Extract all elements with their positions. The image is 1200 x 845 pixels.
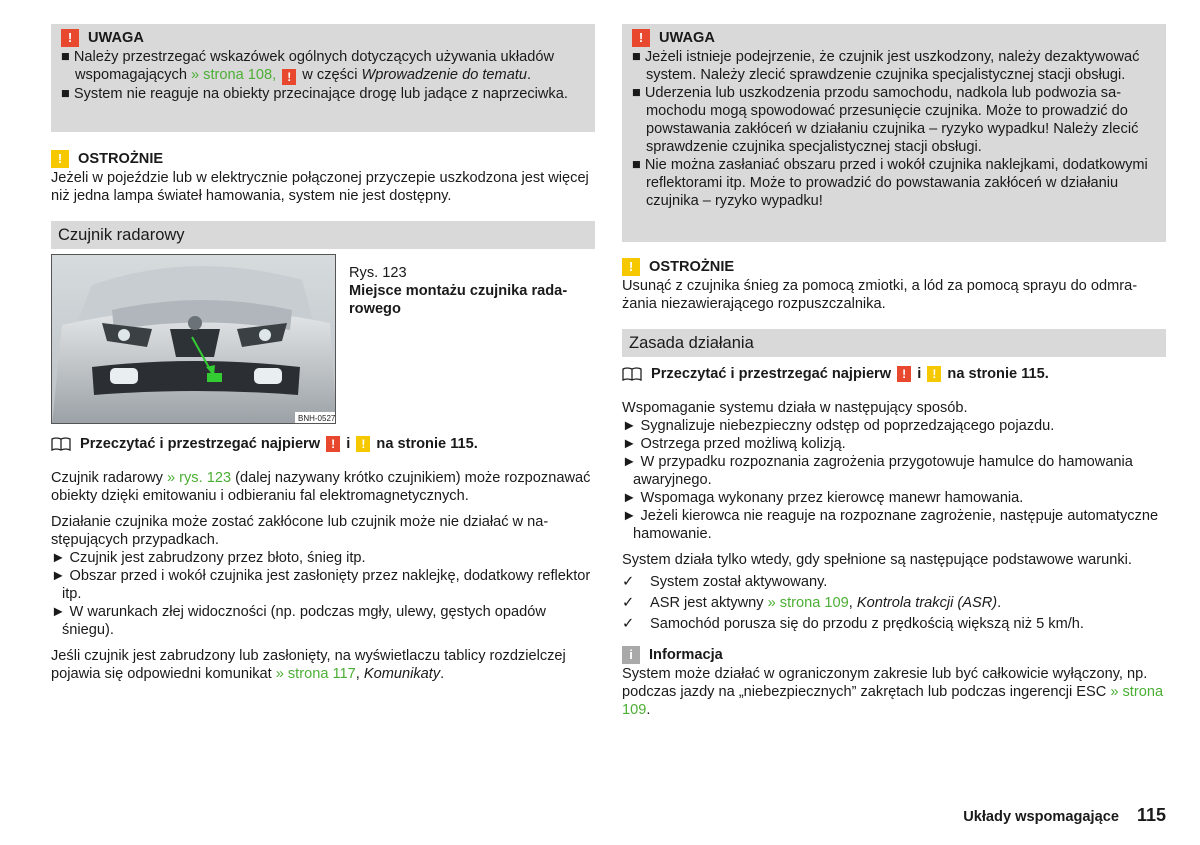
warning-icon: ! (61, 29, 79, 47)
check-item-3: ✓ Samochód porusza się do przodu z prędkością większą niż 5 km/h. (622, 614, 1166, 635)
check-icon: ✓ (622, 616, 635, 632)
page-footer (963, 805, 1166, 826)
check-icon: ✓ (622, 595, 635, 611)
section-title-zasada: Zasada działania (622, 329, 1166, 357)
list-item: ► Jeżeli kierowca nie reaguje na rozpoznane zagrożenie, następuje automatyczne hamowanie. (622, 508, 1159, 542)
paragraph-message: Jeśli czujnik jest zabrudzony lub zasłonięty, na wyświetlaczu tablicy rozdzielczej pojawia się odpowiedni komunikat » strona 117, Komunikaty. (51, 648, 566, 682)
warning-icon: ! (282, 69, 296, 85)
list-item: ► Ostrzega przed możliwą kolizją. (622, 436, 846, 452)
link-strona-108[interactable]: » strona 108, (191, 67, 281, 83)
info-title: Informacja (649, 647, 723, 663)
caution-title: OSTROŻNIE (78, 151, 164, 167)
book-icon (622, 367, 642, 381)
right-column (622, 24, 1166, 719)
warning-icon: ! (632, 29, 650, 47)
read-first-line: Przeczytać i przestrzegać najpierw ! i ! na stronie 115. (51, 435, 595, 453)
figure-label: Rys. 123 (349, 265, 407, 281)
check-item-1: ✓ System został aktywowany. (622, 572, 1166, 593)
link-strona-117[interactable]: » strona 117 (275, 666, 356, 682)
caution-text-2: Usunąć z czujnika śnieg za pomocą zmiotki, a lód za pomocą sprayu do odmrażania niezawierającego rozpuszczalnika. (622, 278, 1138, 312)
list-item: ► W warunkach złej widoczności (np. podczas mgły, ulewy, gęstych opadów śniegu). (51, 604, 546, 638)
figure-car-radar (51, 254, 336, 424)
page-number: 115 (1136, 805, 1166, 825)
warning-bullet-1: ■ Jeżeli istnieje podejrzenie, że czujnik jest uszkodzony, należy dezaktywować system. Należy zlecić sprawdzenie czujnika specjalistycznej stacji obsługi. (632, 49, 1140, 83)
list-item: ► W przypadku rozpoznania zagrożenia przygotowuje hamulce do hamowania awaryjnego. (622, 454, 1133, 488)
warning-bullet-3: ■ Nie można zasłaniać obszaru przed i wokół czujnika naklejkami, dodatkowymi reflektorami itp. Może to prowadzić do powstawania zakłóceń w działaniu czujnika – ryzyko wypadku! (632, 157, 1148, 209)
figure-caption (349, 264, 579, 318)
car-front-image (52, 255, 336, 424)
caution-icon: ! (622, 258, 640, 276)
warning-bullet-2: ■ System nie reaguje na obiekty przecinające drogę lub jadące z naprzeciwka. (61, 86, 568, 102)
caution-title: OSTROŻNIE (649, 259, 735, 275)
warning-icon: ! (326, 436, 340, 452)
paragraph-conditions: System działa tylko wtedy, gdy spełnione są następujące podstawowe warunki. (622, 552, 1132, 568)
link-strona-109[interactable]: » strona 109 (622, 684, 1164, 718)
warning-box-2 (622, 24, 1166, 242)
caution-header-1 (51, 149, 595, 169)
warning-bullet-2: ■ Uderzenia lub uszkodzenia przodu samochodu, nadkola lub podwozia samochodu mogą spowodować przesunięcie czujnika. Może to prowadzić do powstawania zakłóceń w działaniu czujnika – ryzyko wypadku! Należy zlecić sprawdzenie czujnika specjalistycznej stacji obsługi. (632, 85, 1139, 155)
warning-box-1 (51, 24, 595, 132)
info-text: System może działać w ograniczonym zakresie lub być całkowicie wyłączony, np. podczas jazdy na „niebezpiecznych” zakrętach lub podczas ingerencji ESC » strona 109. (622, 666, 1164, 718)
left-column (51, 24, 595, 682)
chapter-title: Układy wspomagające (963, 809, 1119, 825)
caution-icon: ! (356, 436, 370, 452)
read-first-line: Przeczytać i przestrzegać najpierw ! i ! na stronie 115. (622, 365, 1166, 383)
figure-code: BNH-0527 (298, 414, 336, 423)
link-strona-109[interactable]: » strona 109 (767, 595, 849, 611)
paragraph-interference: Działanie czujnika może zostać zakłócone lub czujnik może nie działać w następujących przypadkach. (51, 514, 549, 548)
warning-icon: ! (897, 366, 911, 382)
list-item: ► Wspomaga wykonany przez kierowcę manewr hamowania. (622, 490, 1024, 506)
section-title-czujnik: Czujnik radarowy (51, 221, 595, 249)
info-header (622, 645, 1166, 665)
book-icon (51, 437, 71, 451)
warning-title: UWAGA (659, 30, 715, 46)
warning-title: UWAGA (88, 30, 144, 46)
list-item: ► Obszar przed i wokół czujnika jest zasłonięty przez naklejkę, dodatkowy reflektor itp. (51, 568, 591, 602)
figure-caption-text: Miejsce montażu czujnika radarowego (349, 283, 568, 317)
info-icon: i (622, 646, 640, 664)
caution-icon: ! (927, 366, 941, 382)
link-rys-123[interactable]: » rys. 123 (166, 470, 232, 486)
list-item: ► Sygnalizuje niebezpieczny odstęp od poprzedzającego pojazdu. (622, 418, 1055, 434)
caution-icon: ! (51, 150, 69, 168)
warning-bullet-1: ■ Należy przestrzegać wskazówek ogólnych dotyczących używania układów wspomagających » strona 108, ! w części Wprowadzenie do tematu. (61, 49, 555, 84)
caution-text-1: Jeżeli w pojeździe lub w elektrycznie połączonej przyczepie uszkodzona jest więcej niż jedna lampa świateł hamowania, system nie jest dostępny. (51, 170, 589, 204)
list-item: ► Czujnik jest zabrudzony przez błoto, śnieg itp. (51, 550, 366, 566)
check-item-2: ✓ ASR jest aktywny » strona 109, Kontrola trakcji (ASR). (622, 593, 1166, 614)
check-icon: ✓ (622, 574, 635, 590)
caution-header-2 (622, 257, 1166, 277)
paragraph-radar: Czujnik radarowy » rys. 123 (dalej nazywany krótko czujnikiem) może rozpoznawać obiekty dzięki emitowaniu i odbieraniu fal elektromagnetycznych. (51, 470, 591, 504)
paragraph-function: Wspomaganie systemu działa w następujący sposób. (622, 400, 968, 416)
